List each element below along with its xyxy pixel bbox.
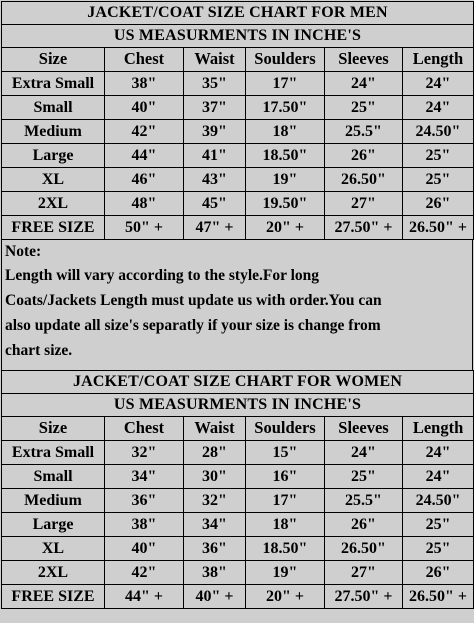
size-cell: Extra Small	[2, 441, 105, 465]
length-cell: 24"	[403, 465, 474, 489]
waist-cell: 37"	[184, 96, 246, 120]
size-cell: Medium	[2, 120, 105, 144]
shoulders-cell: 17"	[246, 72, 325, 96]
length-cell: 26.50" +	[403, 216, 474, 240]
sleeves-cell: 26"	[325, 144, 403, 168]
length-cell: 26"	[403, 561, 474, 585]
women-table-subtitle: US MEASURMENTS IN INCHE'S	[2, 394, 474, 417]
women-header-row	[2, 417, 474, 441]
chest-cell: 48"	[105, 192, 184, 216]
shoulders-cell: 15"	[246, 441, 325, 465]
header-waist: Waist	[184, 417, 246, 441]
shoulders-cell: 20" +	[246, 216, 325, 240]
header-shoulders: Soulders	[246, 48, 325, 72]
waist-cell: 28"	[184, 441, 246, 465]
table-row	[2, 72, 474, 96]
table-row	[2, 96, 474, 120]
table-row	[2, 192, 474, 216]
sleeves-cell: 26"	[325, 513, 403, 537]
section-spacer	[1, 363, 473, 370]
shoulders-cell: 18.50"	[246, 144, 325, 168]
chest-cell: 46"	[105, 168, 184, 192]
table-row	[2, 120, 474, 144]
chest-cell: 32"	[105, 441, 184, 465]
table-row	[2, 216, 474, 240]
note-line: also update all size's separatly if your size is change from	[5, 317, 381, 334]
waist-cell: 40" +	[184, 585, 246, 609]
chest-cell: 44" +	[105, 585, 184, 609]
header-length: Length	[403, 417, 474, 441]
chest-cell: 50" +	[105, 216, 184, 240]
waist-cell: 45"	[184, 192, 246, 216]
note-line: Length will vary according to the style.For long	[5, 267, 319, 284]
chest-cell: 34"	[105, 465, 184, 489]
note-line: Coats/Jackets Length must update us with order.You can	[5, 292, 382, 309]
size-cell: Medium	[2, 489, 105, 513]
size-cell: XL	[2, 168, 105, 192]
shoulders-cell: 20" +	[246, 585, 325, 609]
waist-cell: 35"	[184, 72, 246, 96]
size-cell: Extra Small	[2, 72, 105, 96]
waist-cell: 41"	[184, 144, 246, 168]
sleeves-cell: 25.5"	[325, 120, 403, 144]
note-label: Note:	[5, 243, 42, 260]
men-header-row	[2, 48, 474, 72]
table-row	[2, 144, 474, 168]
length-cell: 24.50"	[403, 489, 474, 513]
sleeves-cell: 25"	[325, 465, 403, 489]
header-sleeves: Sleeves	[325, 48, 403, 72]
length-cell: 24"	[403, 96, 474, 120]
men-table-title: JACKET/COAT SIZE CHART FOR MEN	[2, 2, 474, 25]
shoulders-cell: 18"	[246, 513, 325, 537]
waist-cell: 32"	[184, 489, 246, 513]
size-cell: Large	[2, 513, 105, 537]
shoulders-cell: 16"	[246, 465, 325, 489]
sleeves-cell: 24"	[325, 72, 403, 96]
table-row	[2, 585, 474, 609]
chest-cell: 42"	[105, 120, 184, 144]
table-row	[2, 489, 474, 513]
sleeves-cell: 27"	[325, 561, 403, 585]
size-cell: 2XL	[2, 192, 105, 216]
waist-cell: 30"	[184, 465, 246, 489]
size-cell: Large	[2, 144, 105, 168]
shoulders-cell: 19.50"	[246, 192, 325, 216]
length-cell: 26.50" +	[403, 585, 474, 609]
table-row	[2, 168, 474, 192]
waist-cell: 43"	[184, 168, 246, 192]
shoulders-cell: 19"	[246, 561, 325, 585]
waist-cell: 34"	[184, 513, 246, 537]
chest-cell: 38"	[105, 72, 184, 96]
length-cell: 24"	[403, 441, 474, 465]
header-length: Length	[403, 48, 474, 72]
sleeves-cell: 26.50"	[325, 168, 403, 192]
sleeves-cell: 24"	[325, 441, 403, 465]
sleeves-cell: 27.50" +	[325, 216, 403, 240]
chest-cell: 44"	[105, 144, 184, 168]
size-cell: Small	[2, 465, 105, 489]
chest-cell: 38"	[105, 513, 184, 537]
sleeves-cell: 25"	[325, 96, 403, 120]
length-cell: 24.50"	[403, 120, 474, 144]
length-cell: 25"	[403, 513, 474, 537]
length-cell: 24"	[403, 72, 474, 96]
chest-cell: 40"	[105, 537, 184, 561]
table-row	[2, 561, 474, 585]
length-cell: 25"	[403, 537, 474, 561]
chest-cell: 36"	[105, 489, 184, 513]
header-chest: Chest	[105, 48, 184, 72]
sleeves-cell: 25.5"	[325, 489, 403, 513]
waist-cell: 39"	[184, 120, 246, 144]
chest-cell: 42"	[105, 561, 184, 585]
length-cell: 25"	[403, 168, 474, 192]
header-waist: Waist	[184, 48, 246, 72]
length-cell: 25"	[403, 144, 474, 168]
size-cell: 2XL	[2, 561, 105, 585]
women-table-title: JACKET/COAT SIZE CHART FOR WOMEN	[2, 371, 474, 394]
header-chest: Chest	[105, 417, 184, 441]
header-size: Size	[2, 48, 105, 72]
shoulders-cell: 17"	[246, 489, 325, 513]
sleeves-cell: 27"	[325, 192, 403, 216]
men-size-table	[1, 1, 474, 240]
shoulders-cell: 18"	[246, 120, 325, 144]
size-cell: FREE SIZE	[2, 585, 105, 609]
sleeves-cell: 26.50"	[325, 537, 403, 561]
shoulders-cell: 19"	[246, 168, 325, 192]
table-row	[2, 513, 474, 537]
header-sleeves: Sleeves	[325, 417, 403, 441]
waist-cell: 38"	[184, 561, 246, 585]
sleeves-cell: 27.50" +	[325, 585, 403, 609]
header-shoulders: Soulders	[246, 417, 325, 441]
size-cell: XL	[2, 537, 105, 561]
table-row	[2, 441, 474, 465]
men-table-subtitle: US MEASURMENTS IN INCHE'S	[2, 25, 474, 48]
header-size: Size	[2, 417, 105, 441]
shoulders-cell: 18.50"	[246, 537, 325, 561]
size-cell: FREE SIZE	[2, 216, 105, 240]
table-row	[2, 537, 474, 561]
waist-cell: 36"	[184, 537, 246, 561]
shoulders-cell: 17.50"	[246, 96, 325, 120]
note-line: chart size.	[5, 342, 73, 359]
chest-cell: 40"	[105, 96, 184, 120]
waist-cell: 47" +	[184, 216, 246, 240]
women-size-table	[1, 370, 474, 609]
length-cell: 26"	[403, 192, 474, 216]
table-row	[2, 465, 474, 489]
size-cell: Small	[2, 96, 105, 120]
note-section	[1, 240, 473, 363]
